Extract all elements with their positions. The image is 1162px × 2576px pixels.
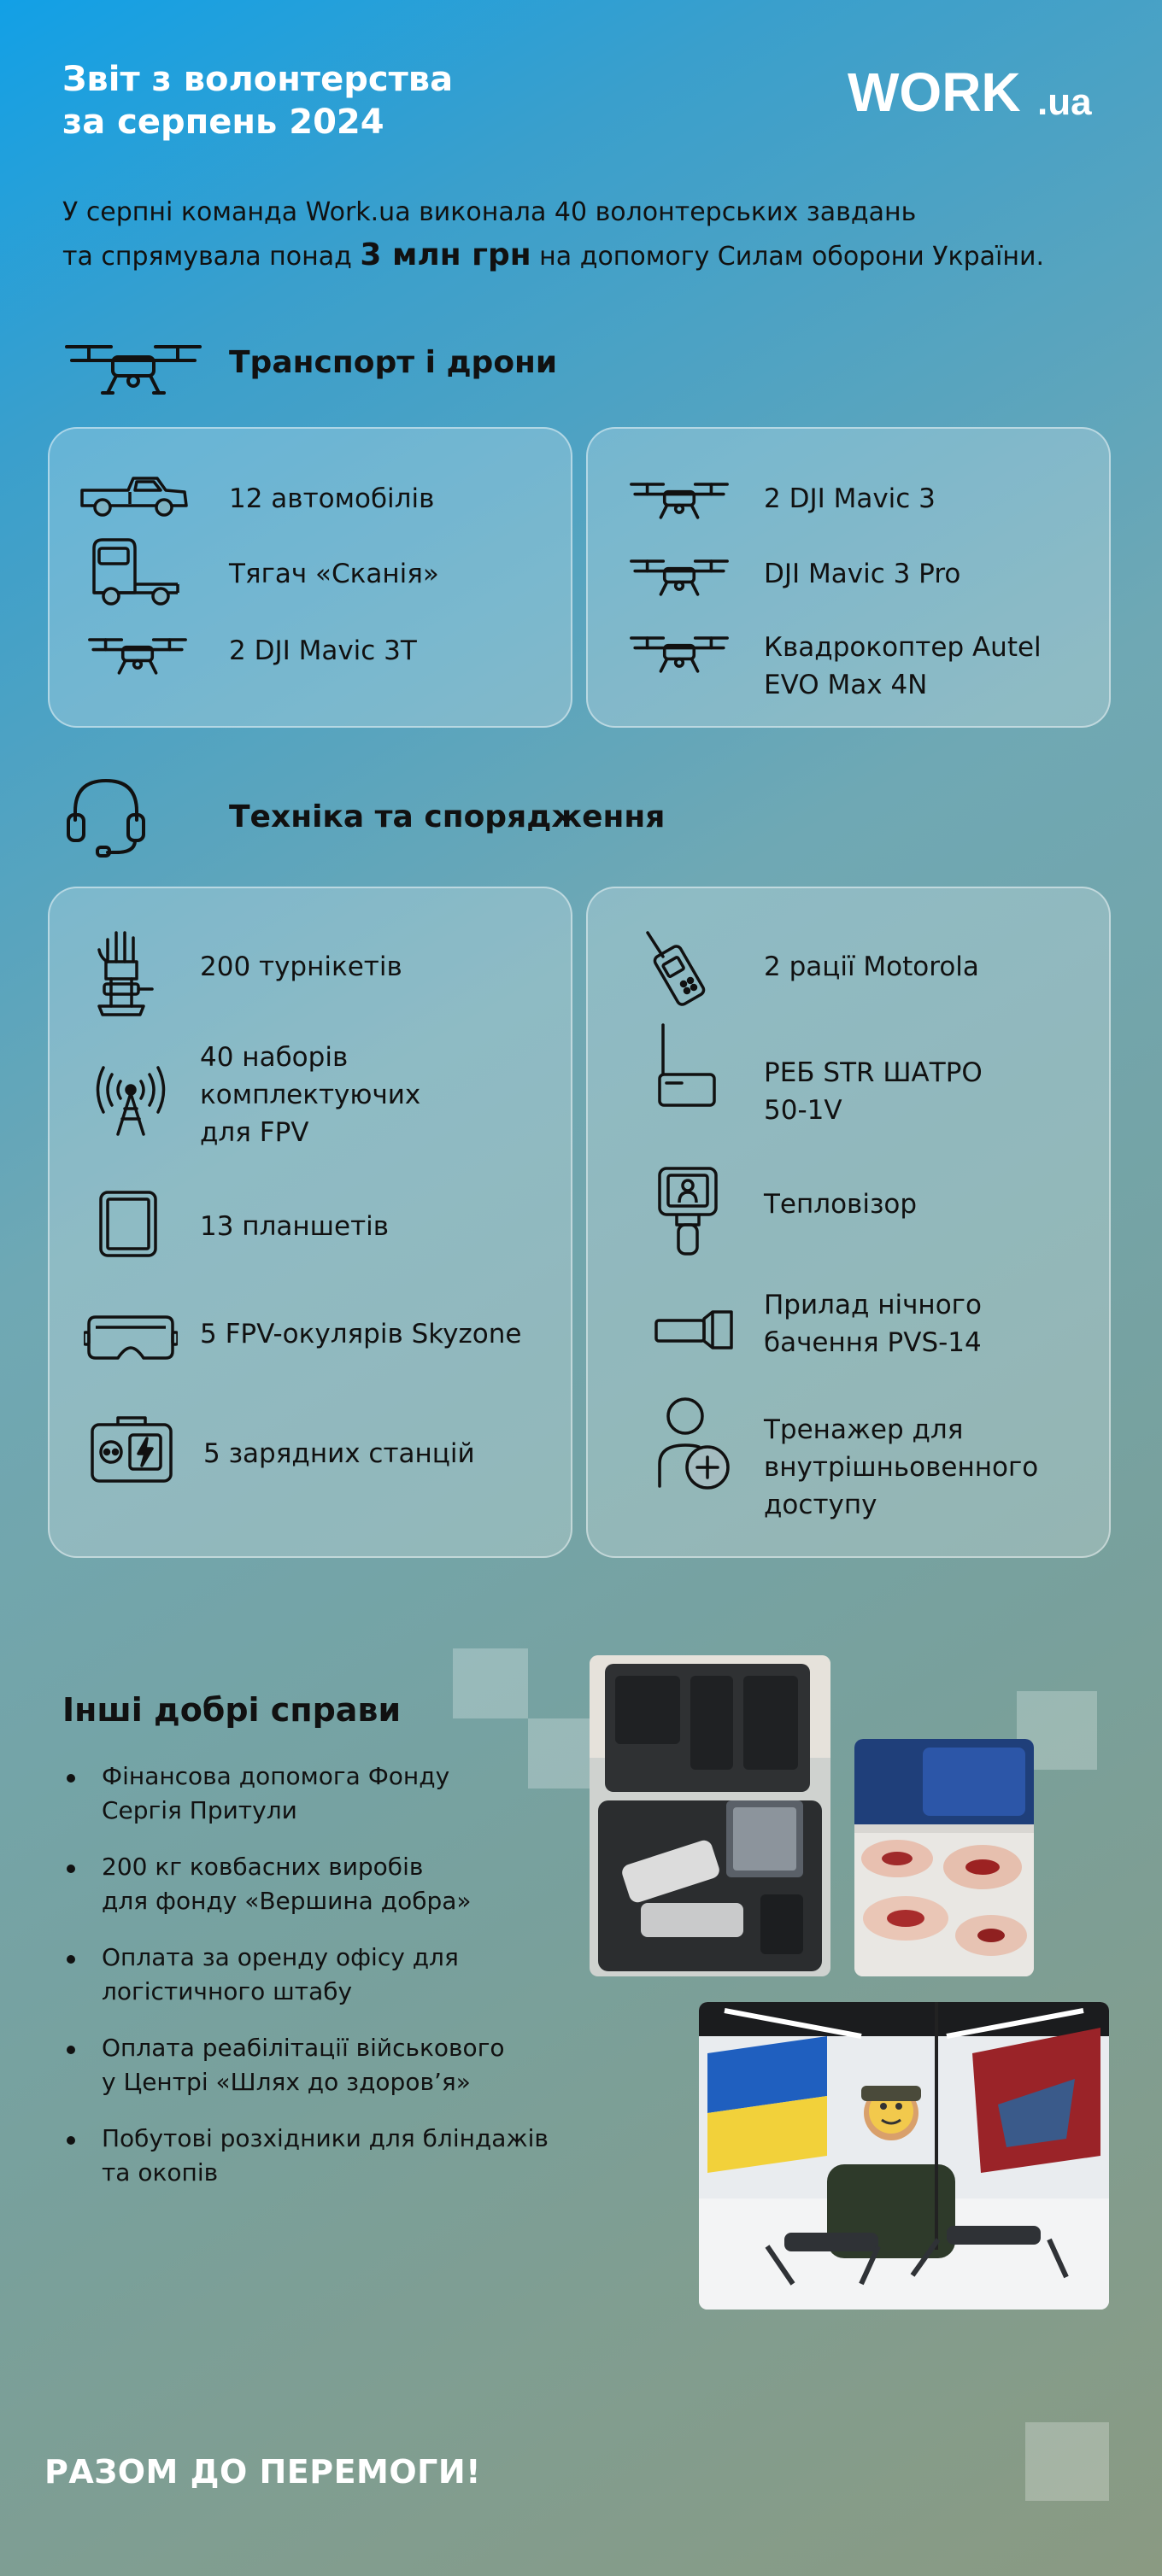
list-item-line2: для фонду «Вершина добра» bbox=[102, 1887, 472, 1915]
transport-item-mavic3pro: DJI Mavic 3 Pro bbox=[764, 559, 961, 589]
list-item-line2: у Центрі «Шлях до здоров’я» bbox=[102, 2068, 471, 2096]
transport-card-left bbox=[48, 427, 572, 728]
intro-amount: 3 млн грн bbox=[360, 237, 531, 272]
page-title-line2: за серпень 2024 bbox=[62, 102, 384, 142]
medical-trainer-icon bbox=[656, 1394, 735, 1490]
transport-card-right bbox=[586, 427, 1111, 728]
drone-icon bbox=[87, 632, 188, 678]
photo-medical-trainers bbox=[854, 1739, 1034, 1976]
truck-tractor-icon bbox=[89, 536, 183, 608]
pickup-truck-icon bbox=[79, 471, 190, 519]
equipment-item-thermal: Тепловізор bbox=[764, 1189, 918, 1220]
jammer-icon bbox=[656, 1022, 718, 1112]
fpv-kits-line2: комплектуючих bbox=[200, 1080, 421, 1110]
logo-graphic bbox=[848, 63, 1104, 123]
intro-line1: У серпні команда Work.ua виконала 40 волонтерських завдань bbox=[62, 197, 917, 227]
trainer-line2: внутрішньовенного bbox=[764, 1452, 1039, 1483]
transport-item-mavic3t: 2 DJI Mavic 3T bbox=[229, 635, 417, 666]
photo-volunteer-drones bbox=[699, 2002, 1109, 2310]
tablet-icon bbox=[97, 1189, 159, 1259]
photo-volunteer-drones-image bbox=[699, 2002, 1109, 2310]
tourniquet-icon bbox=[92, 928, 161, 1018]
transport-item-autel bbox=[764, 629, 1042, 704]
fpv-kits-line1: 40 наборів bbox=[200, 1042, 349, 1073]
fpv-goggles-icon bbox=[84, 1310, 178, 1365]
page-title-line1: Звіт з волонтерства bbox=[62, 60, 454, 99]
work-ua-logo[interactable] bbox=[848, 63, 1104, 123]
reb-line2: 50-1V bbox=[764, 1095, 842, 1126]
other-title: Інші добрі справи bbox=[62, 1691, 402, 1729]
list-item bbox=[62, 1850, 575, 1918]
list-item-line1: Побутові розхідники для бліндажів bbox=[102, 2124, 549, 2152]
list-item-line1: Фінансова допомога Фонду bbox=[102, 1762, 450, 1790]
list-item-line2: логістичного штабу bbox=[102, 1977, 353, 2005]
equipment-item-fpv-kits bbox=[200, 1039, 420, 1151]
equipment-item-trainer bbox=[764, 1411, 1038, 1524]
logo-suffix-text: .ua bbox=[1037, 81, 1092, 123]
list-item-line2: та окопів bbox=[102, 2158, 219, 2187]
footer-slogan: РАЗОМ ДО ПЕРЕМОГИ! bbox=[44, 2453, 482, 2491]
headset-icon bbox=[63, 774, 149, 859]
drone-icon bbox=[629, 553, 730, 600]
equipment-item-chargers: 5 зарядних станцій bbox=[203, 1438, 475, 1469]
transport-item-mavic3: 2 DJI Mavic 3 bbox=[764, 483, 936, 514]
equipment-item-tourniquets: 200 турнікетів bbox=[200, 951, 402, 982]
walkie-talkie-icon bbox=[639, 929, 716, 1006]
list-item-line1: 200 кг ковбасних виробів bbox=[102, 1853, 424, 1881]
decor-square bbox=[1025, 2422, 1109, 2501]
equipment-item-reb bbox=[764, 1054, 983, 1129]
intro-text bbox=[62, 191, 1122, 278]
photo-drone-case bbox=[590, 1655, 830, 1976]
nightvision-line1: Прилад нічного bbox=[764, 1290, 982, 1320]
decor-square bbox=[453, 1648, 528, 1718]
list-item bbox=[62, 1941, 575, 2009]
list-item-line2: Сергія Притули bbox=[102, 1796, 297, 1824]
trainer-line3: доступу bbox=[764, 1490, 877, 1520]
transport-item-cars: 12 автомобілів bbox=[229, 483, 435, 514]
other-list bbox=[62, 1759, 575, 2212]
charging-station-icon bbox=[89, 1413, 174, 1484]
drone-icon bbox=[63, 338, 203, 398]
equipment-item-tablets: 13 планшетів bbox=[200, 1211, 390, 1242]
intro-line2-post: на допомогу Силам оборони України. bbox=[531, 242, 1045, 272]
list-item bbox=[62, 2122, 575, 2190]
equipment-item-radios: 2 рації Motorola bbox=[764, 951, 979, 982]
equipment-card-right bbox=[586, 887, 1111, 1558]
photo-medical-trainers-image bbox=[854, 1739, 1034, 1976]
intro-line2-pre: та спрямувала понад bbox=[62, 242, 361, 272]
intro-line2 bbox=[62, 234, 1122, 278]
equipment-item-nightvision bbox=[764, 1286, 982, 1361]
equipment-title: Техніка та спорядження bbox=[229, 799, 666, 834]
page-title bbox=[62, 58, 453, 143]
logo-main-text: WORK bbox=[848, 63, 1021, 123]
reb-line1: РЕБ STR ШАТРО bbox=[764, 1057, 983, 1088]
night-vision-icon bbox=[653, 1307, 735, 1353]
equipment-item-goggles: 5 FPV-окулярів Skyzone bbox=[200, 1319, 522, 1349]
transport-title: Транспорт і дрони bbox=[229, 345, 558, 380]
antenna-tower-icon bbox=[94, 1064, 167, 1138]
nightvision-line2: бачення PVS-14 bbox=[764, 1327, 982, 1358]
transport-item-scania: Тягач «Сканія» bbox=[229, 559, 439, 589]
fpv-kits-line3: для FPV bbox=[200, 1117, 309, 1148]
list-item bbox=[62, 1759, 575, 1828]
transport-item-autel-line2: EVO Max 4N bbox=[764, 670, 928, 700]
equipment-card-left bbox=[48, 887, 572, 1558]
trainer-line1: Тренажер для bbox=[764, 1414, 964, 1445]
drone-icon bbox=[629, 630, 730, 676]
photo-drone-case-image bbox=[590, 1655, 830, 1976]
list-item-line1: Оплата за оренду офісу для bbox=[102, 1943, 459, 1971]
list-item bbox=[62, 2031, 575, 2099]
thermal-imager-icon bbox=[656, 1165, 719, 1259]
transport-item-autel-line1: Квадрокоптер Autel bbox=[764, 632, 1042, 663]
list-item-line1: Оплата реабілітації військового bbox=[102, 2034, 505, 2062]
drone-icon bbox=[629, 477, 730, 523]
